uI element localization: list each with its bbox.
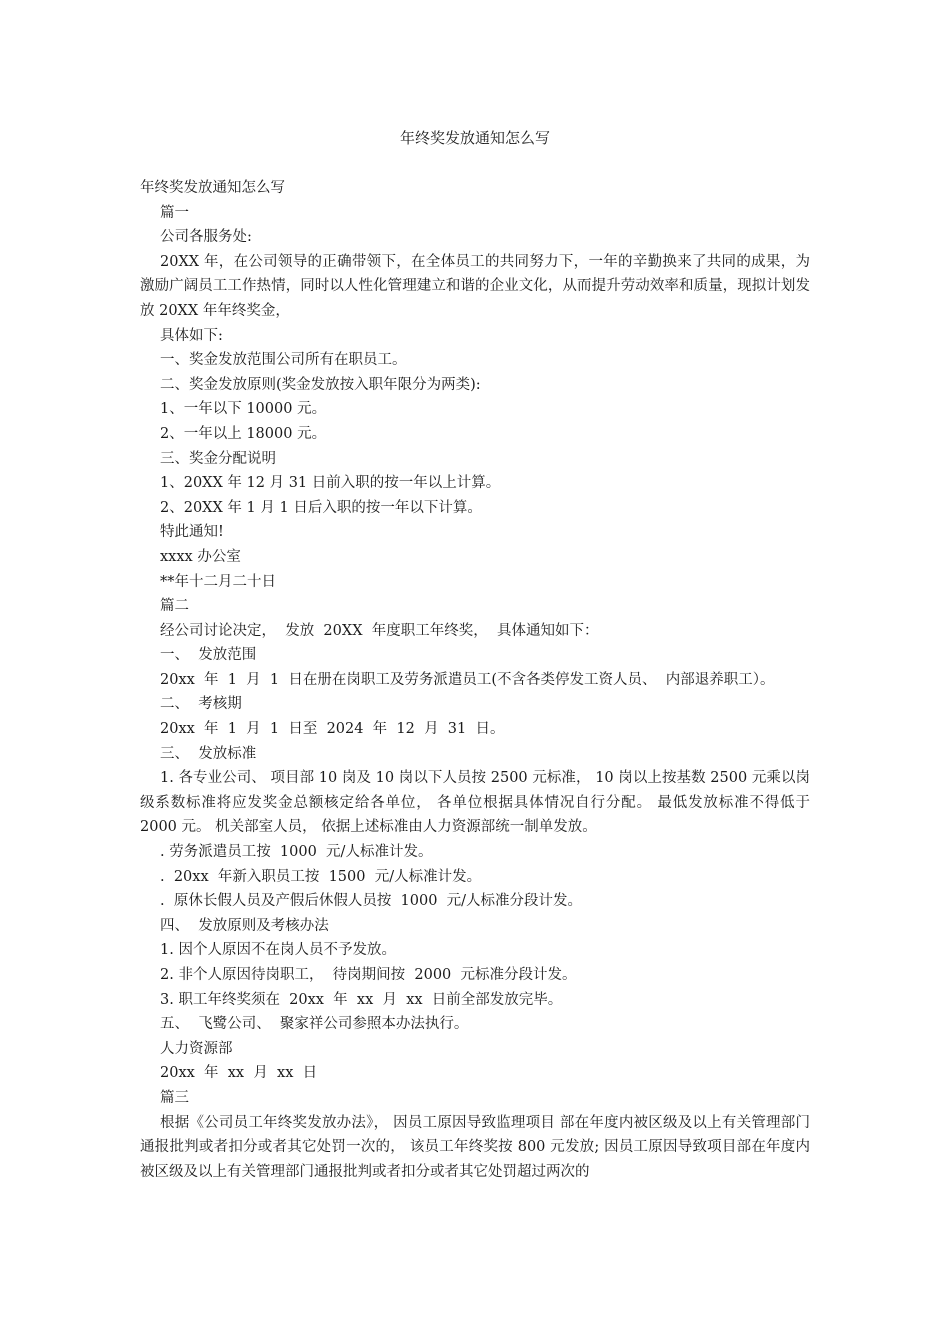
text-line: 二、奖金发放原则(奖金发放按入职年限分为两类): <box>160 376 481 393</box>
document-body <box>140 176 810 1184</box>
text-line: 经公司讨论决定， 发放 20XX 年度职工年终奖， 具体通知如下： <box>160 622 599 639</box>
text-line: 1、一年以下 10000 元。 <box>160 401 327 418</box>
text-line: 三、奖金分配说明 <box>160 450 276 467</box>
text-line: . 劳务派遣员工按 1000 元/人标准计发。 <box>160 844 433 861</box>
text-line: 20xx 年 1 月 1 日至 2024 年 12 月 31 日。 <box>160 721 505 738</box>
paragraph: 1. 各专业公司、 项目部 10 岗及 10 岗以下人员按 2500 元标准， 10 岗以上按基数 2500 元乘以岗级系数标准将应发奖金总额核定给各单位， 各单位根据具体情况自行分配。 最低发放标准不得低于 2000 元。 机关部室人员， 依据上述标准由人力资源部统一制单发放。 <box>140 770 810 836</box>
text-line: 2. 非个人原因待岗职工， 待岗期间按 2000 元标准分段计发。 <box>160 967 577 983</box>
paragraph: 20XX 年，在公司领导的正确带领下，在全体员工的共同努力下，一年的辛勤换来了共同的成果，为激励广阔员工工作热情，同时以人性化管理建立和谐的企业文化，从而提升劳动效率和质量，现拟计划发放 20XX 年年终奖金， <box>140 253 810 319</box>
text-line: 篇一 <box>160 204 189 221</box>
text-line: 20xx 年 1 月 1 日在册在岗职工及劳务派遣员工(不含各类停发工资人员、 内部退养职工）。 <box>160 671 775 688</box>
text-line: 篇二 <box>160 598 189 615</box>
text-line: 3. 职工年终奖须在 20xx 年 xx 月 xx 日前全部发放完毕。 <box>160 991 563 1008</box>
text-line: 一、 发放范围 <box>160 647 257 664</box>
text-line: 三、 发放标准 <box>160 745 257 762</box>
text-line: xxxx 办公室 <box>160 548 241 565</box>
text-line: . 原休长假人员及产假后休假人员按 1000 元/人标准分段计发。 <box>160 893 583 910</box>
text-line: 二、 考核期 <box>160 696 242 713</box>
text-line: 四、 发放原则及考核办法 <box>160 917 329 934</box>
document-title: 年终奖发放通知怎么写 <box>399 129 550 147</box>
text-line: 1. 因个人原因不在岗人员不予发放。 <box>160 942 396 959</box>
text-line: 一、奖金发放范围公司所有在职员工。 <box>160 352 407 369</box>
text-line: 1、20XX 年 12 月 31 日前入职的按一年以上计算。 <box>160 475 501 492</box>
text-line: 年终奖发放通知怎么写 <box>140 180 285 196</box>
text-line: 特此通知! <box>160 524 224 541</box>
text-line: 具体如下: <box>160 327 223 344</box>
text-line: . 20xx 年新入职员工按 1500 元/人标准计发。 <box>160 868 482 885</box>
text-line: 公司各服务处: <box>160 229 252 246</box>
text-line: 2、一年以上 18000 元。 <box>160 425 327 442</box>
text-line: 2、20XX 年 1 月 1 日后入职的按一年以下计算。 <box>160 499 482 516</box>
text-line: **年十二月二十日 <box>160 573 276 590</box>
text-line: 人力资源部 <box>160 1040 233 1057</box>
text-line: 五、 飞鹭公司、 聚家祥公司参照本办法执行。 <box>160 1016 469 1033</box>
paragraph: 根据《公司员工年终奖发放办法》， 因员工原因导致监理项目 部在年度内被区级及以上有关管理部门通报批判或者扣分或者其它处罚一次的， 该员工年终奖按 800 元发放; 因员工原因导致项目部在年度内被区级及以上有关管理部门通报批判或者扣分或者其它处罚超过两次的 <box>140 1114 810 1180</box>
text-line: 篇三 <box>160 1089 189 1106</box>
text-line: 20xx 年 xx 月 xx 日 <box>160 1065 318 1082</box>
